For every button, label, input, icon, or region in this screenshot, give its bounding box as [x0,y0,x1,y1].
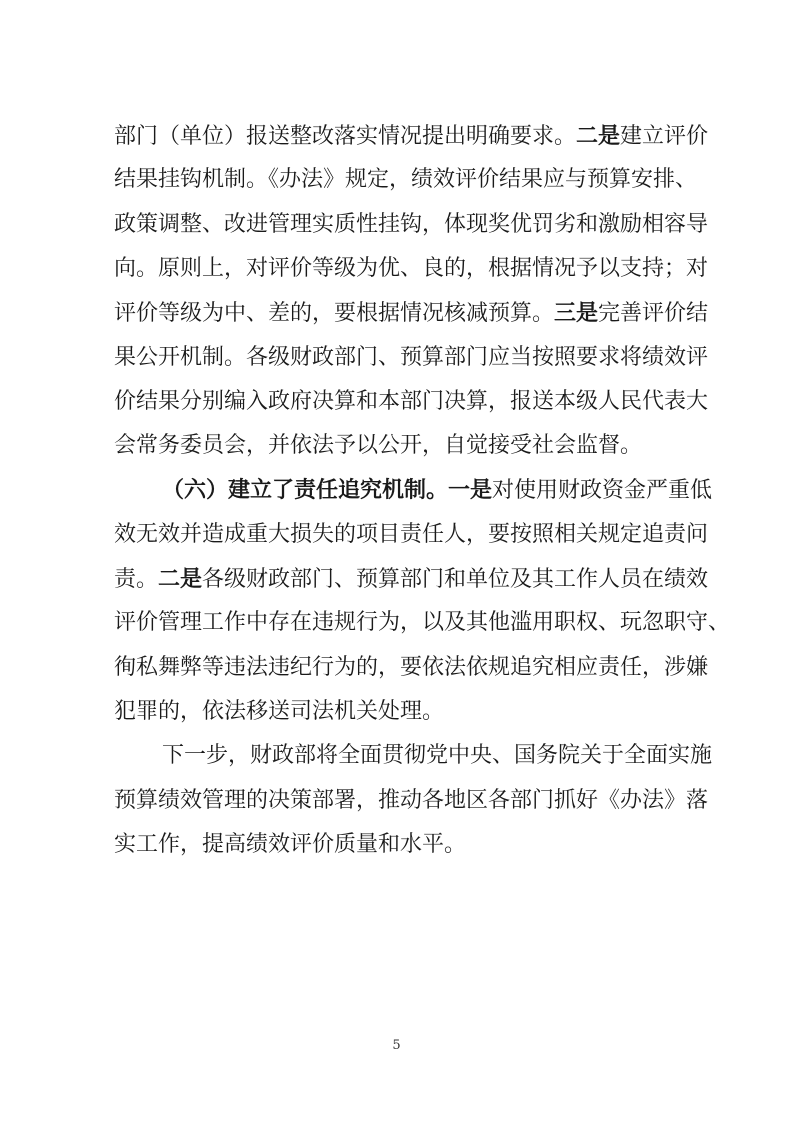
text-segment: 会常务委员会，并依法予以公开，自觉接受社会监督。 [114,433,643,458]
text-segment: 政策调整、改进管理实质性挂钩，体现奖优罚劣和激励相容导 [114,212,709,237]
text-line [114,254,709,284]
text-segment: 对使用财政资金严重低 [492,478,713,503]
text-segment: 完善评价结 [598,301,709,326]
text-segment: 评价管理工作中存在违规行为，以及其他滥用职权、玩忽职守、 [114,610,731,635]
text-line [114,210,709,240]
text-segment: 效无效并造成重大损失的项目责任人，要按照相关规定追责问 [114,522,709,547]
text-line [114,608,731,638]
text-segment: 徇私舞弊等违法违纪行为的，要依法依规追究相应责任，涉嫌 [114,655,709,680]
text-segment: 部门（单位）报送整改落实情况提出明确要求。 [114,124,577,149]
text-segment: 评价等级为中、差的，要根据情况核减预算。 [114,301,555,326]
text-line [114,520,709,550]
text-line [114,653,709,683]
text-segment: 果公开机制。各级财政部门、预算部门应当按照要求将绩效评 [114,345,709,370]
text-segment: 结果挂钩机制。《办法》规定，绩效评价结果应与预算安排、 [114,167,698,192]
text-segment: 预算绩效管理的决策部署，推动各地区各部门抓好《办法》落 [114,788,709,813]
text-segment: 建立评价 [620,124,709,149]
text-line [114,165,698,195]
text-line [162,475,713,505]
bold-text-segment: 三是 [554,300,599,326]
text-line [114,431,694,461]
text-segment: 实工作，提高绩效评价质量和水平。 [114,832,467,857]
text-segment: 犯罪的，依法移送司法机关处理。 [114,699,445,724]
bold-text-segment: （六）建立了责任追究机制。 [162,477,449,503]
text-segment: 责。 [114,567,159,592]
text-line [114,387,709,417]
text-line [114,121,709,151]
text-segment: 下一步，财政部将全面贯彻党中央、国务院关于全面实施 [162,743,713,768]
text-line [162,741,713,771]
text-line [114,697,694,727]
text-segment: 向。原则上，对评价等级为优、良的，根据情况予以支持；对 [114,256,709,281]
text-line [114,830,694,860]
text-line [114,786,709,816]
bold-text-segment: 二是 [576,123,621,149]
text-line [114,298,709,328]
bold-text-segment: 一是 [448,477,493,503]
bold-text-segment: 二是 [158,566,203,592]
text-segment: 价结果分别编入政府决算和本部门决算，报送本级人民代表大 [114,389,709,414]
text-line [114,343,709,373]
page-number: 5 [392,1038,401,1053]
text-segment: 各级财政部门、预算部门和单位及其工作人员在绩效 [202,567,709,592]
text-line [114,564,709,594]
